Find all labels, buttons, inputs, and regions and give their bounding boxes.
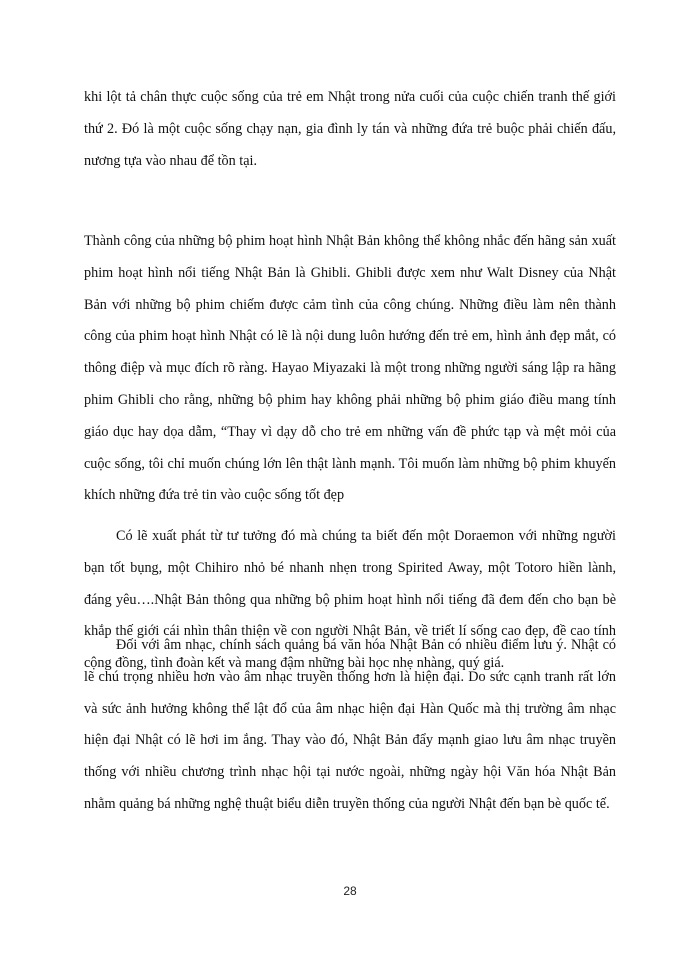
- page-number: 28: [343, 884, 357, 898]
- paragraph-doraemon: Có lẽ xuất phát từ tư tưởng đó mà chúng ta biết đến một Doraemon với những người bạn tốt bụng, một Chihiro nhỏ bé nhanh nhẹn trong Spirited Away, một Totoro hiền lành, đáng yêu….Nhật Bản thông qua những bộ phim hoạt hình nổi tiếng đã đem đến cho bạn bè khắp thế giới cái nhìn thân thiện về con người Nhật Bản, về triết lí sống cao đẹp, đề cao tính cộng đồng, tình đoàn kết và mang đậm những bài học nhẹ nhàng, quý giá.: [84, 528, 616, 672]
- paragraph-music: Đối với âm nhạc, chính sách quảng bá văn hóa Nhật Bản có nhiều điểm lưu ý. Nhật có lẽ chú trọng nhiều hơn vào âm nhạc truyền thống hơn là hiện đại. Do sức cạnh tranh rất lớn và sức ảnh hưởng không thể lật đổ của âm nhạc hiện đại Hàn Quốc mà thị trường âm nhạc hiện đại Nhật có lẽ hơi im ắng. Thay vào đó, Nhật Bản đẩy mạnh giao lưu âm nhạc truyền thống với nhiều chương trình nhạc hội tại nước ngoài, những ngày hội Văn hóa Nhật Bản nhằm quảng bá những nghệ thuật biểu diễn truyền thống của người Nhật đến bạn bè quốc tế.: [84, 637, 616, 812]
- paragraph-ghibli: Thành công của những bộ phim hoạt hình Nhật Bản không thể không nhắc đến hãng sản xuất phim hoạt hình nổi tiếng Nhật Bản là Ghibli. Ghibli được xem như Walt Disney của Nhật Bản với những bộ phim chiếm được cảm tình của công chúng. Những điều làm nên thành công của phim hoạt hình Nhật có lẽ là nội dung luôn hướng đến trẻ em, hình ảnh đẹp mắt, có thông điệp và mục đích rõ ràng. Hayao Miyazaki là một trong những người sáng lập ra hãng phim Ghibli cho rằng, những bộ phim hay không phải những bộ phim giáo điều mang tính giáo dục hay dọa dẫm, “Thay vì dạy dỗ cho trẻ em những vấn đề phức tạp và mệt mỏi của cuộc sống, tôi chỉ muốn chúng lớn lên thật lành mạnh. Tôi muốn làm những bộ phim khuyến khích những đứa trẻ tin vào cuộc sống tốt đẹp: [84, 233, 616, 504]
- paragraph-continuation: khi lột tả chân thực cuộc sống của trẻ em Nhật trong nửa cuối của cuộc chiến tranh thế giới thứ 2. Đó là một cuộc sống chạy nạn, gia đình ly tán và những đứa trẻ buộc phải chiến đấu, nương tựa vào nhau để tồn tại.: [84, 89, 616, 169]
